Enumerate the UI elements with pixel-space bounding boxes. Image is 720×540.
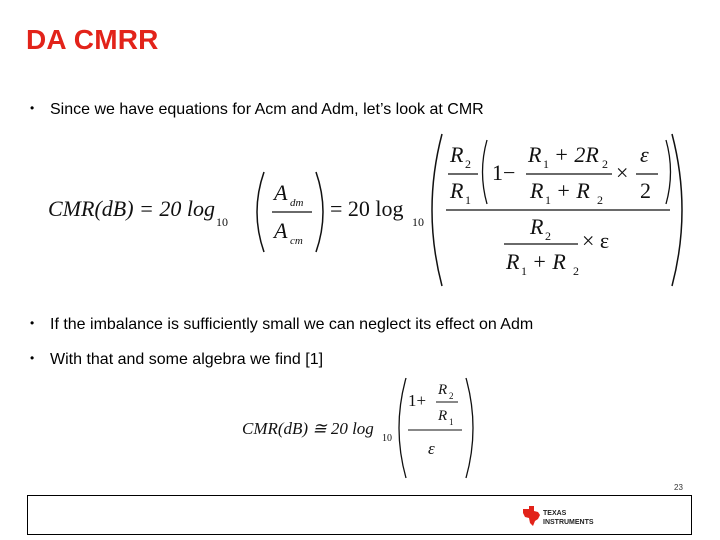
eq1-eq2: = 20 log: [330, 196, 404, 221]
eq1-paren-right-big: [672, 134, 682, 286]
eq1-bot-plus: + R: [532, 249, 566, 274]
eq2-lhs: CMR(dB) ≅ 20 log: [242, 419, 374, 438]
eq2-R1: R: [438, 408, 448, 424]
bullet-text-1: Since we have equations for Acm and Adm, let’s look at CMR: [50, 101, 484, 118]
eq1-one-minus: 1−: [492, 160, 516, 185]
eq1-num-plus: + 2R: [554, 142, 599, 167]
cmr-equation-full: [40, 128, 690, 290]
eq1-A-cm: A: [274, 218, 288, 243]
eq1-cm: cm: [290, 235, 303, 247]
bullet-item-1: [30, 98, 484, 120]
eq1-R2-sub: 2: [465, 157, 471, 171]
eq2-paren-right: [466, 378, 473, 478]
eq1-bot-R1-sub: 1: [521, 264, 527, 278]
eq1-R2: R: [450, 142, 464, 167]
bullet-text-2: If the imbalance is sufficiently small we can neglect its effect on Adm: [50, 316, 534, 333]
eq1-paren-left-big: [432, 134, 442, 286]
bullet-item-3: [30, 348, 323, 370]
eq1-times-eps: × ε: [582, 228, 610, 253]
eq1-den-R2-sub: 2: [597, 193, 603, 207]
page-number: 23: [674, 483, 683, 492]
eq1-dm: dm: [290, 197, 304, 209]
eq1-bot-R2-sub2: 2: [573, 264, 579, 278]
eq1-bot-R2: R: [530, 214, 544, 239]
eq1-lhs: CMR(dB) = 20 log: [48, 196, 215, 221]
eq1-R1-sub: 1: [465, 193, 471, 207]
eq2-one-plus: 1+: [408, 391, 427, 410]
eq1-A-dm: A: [274, 180, 288, 205]
eq1-paren-right-1: [316, 172, 323, 252]
eq1-num-R1: R: [528, 142, 542, 167]
ti-state-icon: [523, 506, 540, 526]
eq2-R2: R: [438, 382, 448, 398]
texas-instruments-logo: [521, 505, 617, 527]
bullet-marker: •: [30, 101, 35, 115]
eq1-paren-left-small: [483, 140, 488, 204]
eq1-eps-num: ε: [640, 142, 649, 167]
cmr-equation-approx: [236, 372, 476, 484]
bullet-marker: •: [30, 316, 35, 330]
eq2-R2-sub: 2: [449, 391, 454, 401]
ti-logo-line2: INSTRUMENTS: [543, 519, 594, 526]
eq2-paren-left: [399, 378, 406, 478]
eq1-den-R1: R: [530, 178, 544, 203]
eq1-bot-R2-sub: 2: [545, 229, 551, 243]
slide-title: DA CMRR: [26, 24, 159, 55]
eq2-R1-sub: 1: [449, 417, 454, 427]
bullet-text-3: With that and some algebra we find [1]: [50, 351, 324, 368]
eq1-sub10: 10: [216, 215, 228, 229]
eq1-paren-left-1: [257, 172, 264, 252]
eq1-sub10b: 10: [412, 215, 424, 229]
eq1-R1: R: [450, 178, 464, 203]
ti-logo-line1: TEXAS: [543, 510, 567, 517]
eq1-den-R1-sub: 1: [545, 193, 551, 207]
eq1-paren-right-small: [666, 140, 671, 204]
eq1-two: 2: [640, 178, 651, 203]
eq2-eps: ε: [428, 439, 435, 458]
eq1-num-R2-sub: 2: [602, 157, 608, 171]
eq2-sub10: 10: [382, 433, 392, 444]
bullet-marker: •: [30, 351, 35, 365]
bullet-item-2: [30, 313, 533, 335]
eq1-times: ×: [616, 160, 629, 185]
eq1-den-plus: + R: [556, 178, 590, 203]
eq1-bot-R1: R: [506, 249, 520, 274]
eq1-num-R1-sub: 1: [543, 157, 549, 171]
